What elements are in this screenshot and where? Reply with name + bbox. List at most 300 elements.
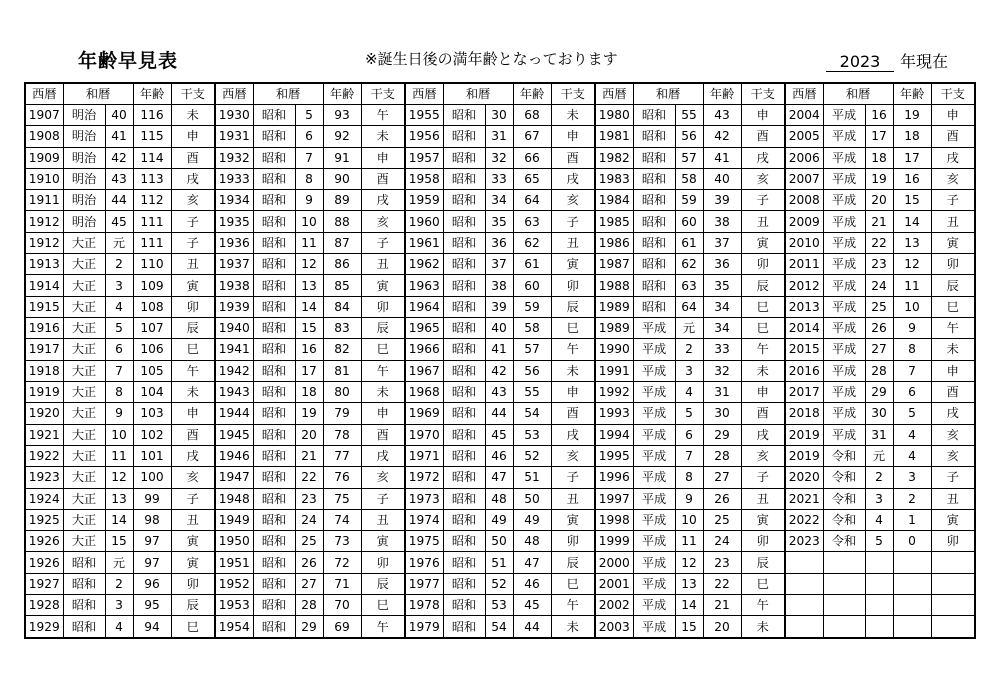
- era-year-cell: 20: [865, 190, 893, 211]
- seireki-cell: 1982: [595, 147, 633, 168]
- seireki-cell: 2000: [595, 552, 633, 573]
- header-wareki: 和暦: [823, 83, 893, 104]
- era-year-cell: 3: [865, 488, 893, 509]
- age-cell: 66: [513, 147, 551, 168]
- seireki-cell: 1917: [25, 339, 63, 360]
- age-cell: 18: [893, 126, 931, 147]
- seireki-cell: 1948: [215, 488, 253, 509]
- table-row: [25, 104, 975, 125]
- era-cell: 大正: [63, 509, 105, 530]
- era-cell: 昭和: [633, 147, 675, 168]
- era-cell: 令和: [823, 467, 865, 488]
- eto-cell: 申: [171, 403, 215, 424]
- seireki-cell: 2010: [785, 232, 823, 253]
- era-cell: 平成: [823, 126, 865, 147]
- era-cell: 明治: [63, 211, 105, 232]
- era-cell: 昭和: [253, 104, 295, 125]
- eto-cell: 子: [741, 467, 785, 488]
- age-cell: 41: [703, 147, 741, 168]
- eto-cell: 丑: [741, 488, 785, 509]
- seireki-cell: 1994: [595, 424, 633, 445]
- era-cell: 平成: [823, 104, 865, 125]
- era-year-cell: 21: [865, 211, 893, 232]
- table-row: [25, 232, 975, 253]
- era-year-cell: 40: [485, 318, 513, 339]
- age-cell: 93: [323, 104, 361, 125]
- era-year-cell: [865, 616, 893, 638]
- age-cell: 84: [323, 296, 361, 317]
- age-table-container: [24, 82, 975, 639]
- header-wareki: 和暦: [253, 83, 323, 104]
- age-cell: 5: [893, 403, 931, 424]
- age-cell: 78: [323, 424, 361, 445]
- table-row: [25, 360, 975, 381]
- age-cell: 98: [133, 509, 171, 530]
- seireki-cell: 1984: [595, 190, 633, 211]
- eto-cell: 丑: [171, 254, 215, 275]
- age-cell: 75: [323, 488, 361, 509]
- eto-cell: 寅: [741, 509, 785, 530]
- age-cell: 57: [513, 339, 551, 360]
- era-cell: 昭和: [443, 147, 485, 168]
- eto-cell: 申: [931, 360, 975, 381]
- seireki-cell: 2020: [785, 467, 823, 488]
- eto-cell: 寅: [741, 232, 785, 253]
- era-cell: 大正: [63, 381, 105, 402]
- era-cell: 昭和: [443, 552, 485, 573]
- eto-cell: 亥: [171, 190, 215, 211]
- header-wareki: 和暦: [443, 83, 513, 104]
- table-row: [25, 595, 975, 616]
- eto-cell: 未: [171, 104, 215, 125]
- era-cell: 大正: [63, 232, 105, 253]
- era-year-cell: 41: [485, 339, 513, 360]
- era-year-cell: 16: [865, 104, 893, 125]
- eto-cell: [931, 573, 975, 594]
- age-cell: 103: [133, 403, 171, 424]
- eto-cell: 子: [931, 190, 975, 211]
- era-cell: 平成: [633, 531, 675, 552]
- era-year-cell: 34: [485, 190, 513, 211]
- age-cell: 22: [703, 573, 741, 594]
- era-year-cell: 25: [295, 531, 323, 552]
- seireki-cell: 1971: [405, 445, 443, 466]
- era-year-cell: 26: [865, 318, 893, 339]
- seireki-cell: 1955: [405, 104, 443, 125]
- seireki-cell: 1941: [215, 339, 253, 360]
- seireki-cell: 1945: [215, 424, 253, 445]
- era-cell: 大正: [63, 467, 105, 488]
- age-cell: 30: [703, 403, 741, 424]
- era-year-cell: 9: [675, 488, 703, 509]
- eto-cell: 午: [931, 318, 975, 339]
- era-cell: 平成: [633, 445, 675, 466]
- seireki-cell: 1996: [595, 467, 633, 488]
- eto-cell: 未: [171, 381, 215, 402]
- age-cell: 34: [703, 318, 741, 339]
- eto-cell: 亥: [931, 168, 975, 189]
- eto-cell: 未: [361, 381, 405, 402]
- eto-cell: 子: [361, 488, 405, 509]
- era-cell: 昭和: [443, 232, 485, 253]
- seireki-cell: 1981: [595, 126, 633, 147]
- era-year-cell: 28: [295, 595, 323, 616]
- age-cell: 29: [703, 424, 741, 445]
- era-cell: 大正: [63, 254, 105, 275]
- age-cell: 37: [703, 232, 741, 253]
- era-year-cell: 4: [675, 381, 703, 402]
- era-year-cell: 30: [485, 104, 513, 125]
- eto-cell: 戌: [931, 147, 975, 168]
- age-cell: 101: [133, 445, 171, 466]
- eto-cell: 丑: [171, 509, 215, 530]
- eto-cell: 巳: [361, 339, 405, 360]
- age-cell: 51: [513, 467, 551, 488]
- era-cell: 平成: [823, 381, 865, 402]
- seireki-cell: 1907: [25, 104, 63, 125]
- table-row: [25, 318, 975, 339]
- age-cell: 15: [893, 190, 931, 211]
- eto-cell: 未: [551, 360, 595, 381]
- era-year-cell: 元: [105, 232, 133, 253]
- header-eto: 干支: [171, 83, 215, 104]
- era-year-cell: 7: [675, 445, 703, 466]
- header-age: 年齢: [703, 83, 741, 104]
- age-cell: 23: [703, 552, 741, 573]
- eto-cell: 丑: [361, 509, 405, 530]
- seireki-cell: 2005: [785, 126, 823, 147]
- era-cell: 平成: [633, 488, 675, 509]
- seireki-cell: 1983: [595, 168, 633, 189]
- age-cell: 64: [513, 190, 551, 211]
- header-seireki: 西暦: [595, 83, 633, 104]
- seireki-cell: 1928: [25, 595, 63, 616]
- era-year-cell: 30: [865, 403, 893, 424]
- era-year-cell: 32: [485, 147, 513, 168]
- era-cell: 昭和: [443, 403, 485, 424]
- era-year-cell: 55: [675, 104, 703, 125]
- era-year-cell: 5: [105, 318, 133, 339]
- seireki-cell: 1932: [215, 147, 253, 168]
- era-cell: 昭和: [443, 318, 485, 339]
- age-cell: 61: [513, 254, 551, 275]
- seireki-cell: 1966: [405, 339, 443, 360]
- era-year-cell: 27: [865, 339, 893, 360]
- eto-cell: 丑: [551, 232, 595, 253]
- era-year-cell: 15: [675, 616, 703, 638]
- era-year-cell: 9: [295, 190, 323, 211]
- seireki-cell: 1950: [215, 531, 253, 552]
- eto-cell: 子: [171, 488, 215, 509]
- seireki-cell: 1929: [25, 616, 63, 638]
- seireki-cell: 2011: [785, 254, 823, 275]
- era-year-cell: 43: [485, 381, 513, 402]
- eto-cell: 申: [361, 147, 405, 168]
- era-cell: 平成: [633, 339, 675, 360]
- era-cell: 平成: [633, 360, 675, 381]
- eto-cell: 申: [171, 126, 215, 147]
- eto-cell: 巳: [741, 296, 785, 317]
- era-cell: 昭和: [443, 381, 485, 402]
- age-cell: 56: [513, 360, 551, 381]
- age-cell: 42: [703, 126, 741, 147]
- eto-cell: 申: [551, 126, 595, 147]
- seireki-cell: 1974: [405, 509, 443, 530]
- seireki-cell: 1951: [215, 552, 253, 573]
- seireki-cell: 1973: [405, 488, 443, 509]
- era-cell: 平成: [633, 573, 675, 594]
- era-year-cell: [865, 595, 893, 616]
- age-cell: 65: [513, 168, 551, 189]
- seireki-cell: 1987: [595, 254, 633, 275]
- age-cell: 107: [133, 318, 171, 339]
- seireki-cell: 1915: [25, 296, 63, 317]
- seireki-cell: [785, 573, 823, 594]
- era-cell: 昭和: [63, 552, 105, 573]
- era-cell: 昭和: [253, 211, 295, 232]
- seireki-cell: 1963: [405, 275, 443, 296]
- age-cell: 106: [133, 339, 171, 360]
- seireki-cell: 1926: [25, 552, 63, 573]
- era-year-cell: 元: [865, 445, 893, 466]
- era-cell: 大正: [63, 531, 105, 552]
- era-year-cell: 5: [675, 403, 703, 424]
- header-eto: 干支: [741, 83, 785, 104]
- age-cell: 85: [323, 275, 361, 296]
- header-age: 年齢: [323, 83, 361, 104]
- seireki-cell: 1968: [405, 381, 443, 402]
- eto-cell: 戌: [171, 168, 215, 189]
- seireki-cell: 1909: [25, 147, 63, 168]
- era-year-cell: 14: [105, 509, 133, 530]
- eto-cell: 辰: [741, 552, 785, 573]
- eto-cell: 寅: [551, 254, 595, 275]
- eto-cell: 申: [361, 403, 405, 424]
- seireki-cell: 1992: [595, 381, 633, 402]
- era-year-cell: 18: [295, 381, 323, 402]
- era-cell: 昭和: [633, 126, 675, 147]
- seireki-cell: [785, 616, 823, 638]
- age-cell: 80: [323, 381, 361, 402]
- seireki-cell: 1908: [25, 126, 63, 147]
- eto-cell: 辰: [931, 275, 975, 296]
- era-cell: 昭和: [443, 360, 485, 381]
- seireki-cell: 1997: [595, 488, 633, 509]
- eto-cell: 酉: [551, 403, 595, 424]
- era-year-cell: 4: [865, 509, 893, 530]
- table-row: [25, 126, 975, 147]
- eto-cell: 子: [171, 232, 215, 253]
- age-cell: 102: [133, 424, 171, 445]
- era-year-cell: 20: [295, 424, 323, 445]
- eto-cell: 午: [741, 339, 785, 360]
- era-cell: 昭和: [63, 595, 105, 616]
- era-cell: 平成: [823, 275, 865, 296]
- era-cell: 昭和: [443, 595, 485, 616]
- era-year-cell: 14: [295, 296, 323, 317]
- age-cell: 88: [323, 211, 361, 232]
- age-cell: 46: [513, 573, 551, 594]
- era-year-cell: 35: [485, 211, 513, 232]
- eto-cell: 未: [741, 616, 785, 638]
- era-cell: 大正: [63, 296, 105, 317]
- seireki-cell: 1990: [595, 339, 633, 360]
- seireki-cell: 1933: [215, 168, 253, 189]
- age-cell: 114: [133, 147, 171, 168]
- era-cell: 平成: [823, 147, 865, 168]
- era-year-cell: 22: [865, 232, 893, 253]
- age-cell: 4: [893, 424, 931, 445]
- table-row: [25, 445, 975, 466]
- era-cell: 昭和: [443, 211, 485, 232]
- age-cell: 33: [703, 339, 741, 360]
- seireki-cell: 1949: [215, 509, 253, 530]
- eto-cell: 卯: [741, 531, 785, 552]
- era-year-cell: 11: [675, 531, 703, 552]
- eto-cell: 辰: [361, 573, 405, 594]
- table-row: [25, 509, 975, 530]
- seireki-cell: 1965: [405, 318, 443, 339]
- era-cell: 昭和: [633, 168, 675, 189]
- seireki-cell: 1939: [215, 296, 253, 317]
- era-year-cell: 51: [485, 552, 513, 573]
- age-cell: 79: [323, 403, 361, 424]
- era-cell: 平成: [823, 424, 865, 445]
- era-cell: 大正: [63, 445, 105, 466]
- header-wareki: 和暦: [63, 83, 133, 104]
- eto-cell: 申: [551, 381, 595, 402]
- seireki-cell: 1991: [595, 360, 633, 381]
- era-year-cell: 2: [865, 467, 893, 488]
- era-year-cell: 6: [105, 339, 133, 360]
- era-year-cell: 52: [485, 573, 513, 594]
- era-year-cell: [865, 552, 893, 573]
- era-year-cell: 44: [485, 403, 513, 424]
- eto-cell: 申: [741, 381, 785, 402]
- era-year-cell: 16: [295, 339, 323, 360]
- age-cell: 83: [323, 318, 361, 339]
- eto-cell: 子: [551, 467, 595, 488]
- era-year-cell: [865, 573, 893, 594]
- era-cell: 令和: [823, 488, 865, 509]
- seireki-cell: [785, 552, 823, 573]
- page-title: 年齢早見表: [78, 50, 179, 72]
- table-row: [25, 467, 975, 488]
- era-cell: 平成: [823, 190, 865, 211]
- era-cell: 令和: [823, 509, 865, 530]
- era-cell: 平成: [633, 595, 675, 616]
- seireki-cell: 1972: [405, 467, 443, 488]
- eto-cell: 卯: [361, 296, 405, 317]
- era-cell: 昭和: [443, 424, 485, 445]
- age-cell: 50: [513, 488, 551, 509]
- header-age: 年齢: [513, 83, 551, 104]
- era-cell: 昭和: [443, 339, 485, 360]
- era-cell: 昭和: [633, 296, 675, 317]
- header-seireki: 西暦: [785, 83, 823, 104]
- era-cell: 平成: [633, 552, 675, 573]
- age-cell: 17: [893, 147, 931, 168]
- seireki-cell: 1976: [405, 552, 443, 573]
- seireki-cell: 1926: [25, 531, 63, 552]
- eto-cell: 午: [361, 360, 405, 381]
- eto-cell: 丑: [741, 211, 785, 232]
- seireki-cell: 1999: [595, 531, 633, 552]
- seireki-cell: 1925: [25, 509, 63, 530]
- era-year-cell: 38: [485, 275, 513, 296]
- eto-cell: 子: [361, 232, 405, 253]
- era-year-cell: 10: [105, 424, 133, 445]
- era-year-cell: 29: [865, 381, 893, 402]
- seireki-cell: 1989: [595, 296, 633, 317]
- seireki-cell: 1919: [25, 381, 63, 402]
- era-cell: 大正: [63, 424, 105, 445]
- eto-cell: 巳: [171, 339, 215, 360]
- era-cell: 昭和: [253, 445, 295, 466]
- seireki-cell: 2013: [785, 296, 823, 317]
- table-row: [25, 275, 975, 296]
- eto-cell: 亥: [741, 445, 785, 466]
- era-year-cell: 22: [295, 467, 323, 488]
- seireki-cell: 1934: [215, 190, 253, 211]
- era-cell: 平成: [633, 318, 675, 339]
- era-year-cell: 4: [105, 296, 133, 317]
- seireki-cell: 1958: [405, 168, 443, 189]
- era-cell: 平成: [633, 381, 675, 402]
- seireki-cell: 1936: [215, 232, 253, 253]
- age-cell: 81: [323, 360, 361, 381]
- seireki-cell: 1964: [405, 296, 443, 317]
- era-year-cell: 7: [295, 147, 323, 168]
- era-cell: 昭和: [443, 104, 485, 125]
- era-year-cell: 3: [675, 360, 703, 381]
- seireki-cell: 1946: [215, 445, 253, 466]
- era-year-cell: 60: [675, 211, 703, 232]
- era-cell: 昭和: [633, 190, 675, 211]
- age-cell: 97: [133, 552, 171, 573]
- seireki-cell: 1978: [405, 595, 443, 616]
- era-cell: 昭和: [443, 126, 485, 147]
- seireki-cell: 1977: [405, 573, 443, 594]
- seireki-cell: 2017: [785, 381, 823, 402]
- era-cell: 明治: [63, 147, 105, 168]
- eto-cell: 午: [171, 360, 215, 381]
- seireki-cell: 1998: [595, 509, 633, 530]
- table-row: [25, 381, 975, 402]
- seireki-cell: 2002: [595, 595, 633, 616]
- era-cell: 平成: [633, 424, 675, 445]
- era-cell: [823, 573, 865, 594]
- era-cell: 昭和: [443, 275, 485, 296]
- era-year-cell: 11: [295, 232, 323, 253]
- era-cell: 昭和: [253, 381, 295, 402]
- age-cell: 31: [703, 381, 741, 402]
- age-cell: 19: [893, 104, 931, 125]
- age-cell: 44: [513, 616, 551, 638]
- era-cell: [823, 595, 865, 616]
- table-row: [25, 488, 975, 509]
- eto-cell: 辰: [551, 296, 595, 317]
- eto-cell: 巳: [741, 318, 785, 339]
- eto-cell: 寅: [171, 275, 215, 296]
- age-cell: 52: [513, 445, 551, 466]
- seireki-cell: 2023: [785, 531, 823, 552]
- era-year-cell: 45: [485, 424, 513, 445]
- age-cell: 2: [893, 488, 931, 509]
- age-cell: 97: [133, 531, 171, 552]
- eto-cell: 子: [551, 211, 595, 232]
- eto-cell: 午: [361, 616, 405, 638]
